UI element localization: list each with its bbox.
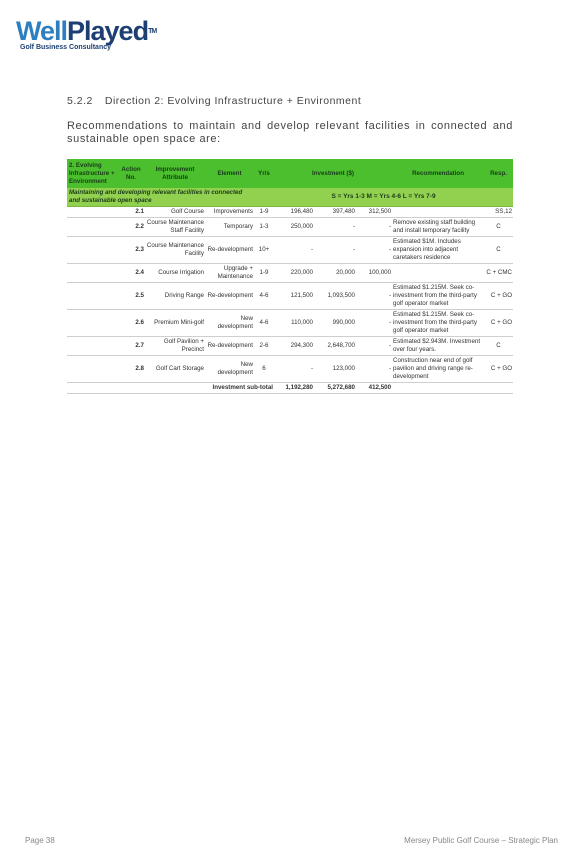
row-attribute: Driving Range: [145, 283, 205, 310]
row-yrs: 1-9: [254, 264, 274, 283]
row-yrs: 4-6: [254, 310, 274, 337]
table-row: [67, 237, 513, 264]
row-element: Re-development: [205, 237, 254, 264]
row-action: 2.1: [117, 207, 145, 218]
row-attribute: Course Maintenance Facility: [145, 237, 205, 264]
row-recommendation: Estimated $1.215M. Seek co-investment from the third-party golf operator market: [392, 283, 484, 310]
row-element: New development: [205, 356, 254, 383]
row-recommendation: [392, 207, 484, 218]
row-recommendation: Estimated $1.215M. Seek co-investment from the third-party golf operator market: [392, 310, 484, 337]
header-recommendation: Recommendation: [392, 159, 484, 188]
logo-played: Played: [67, 16, 149, 46]
row-element: New development: [205, 310, 254, 337]
row-invest-s: -: [274, 356, 314, 383]
header-action: Action No.: [117, 159, 145, 188]
row-yrs: 4-6: [254, 283, 274, 310]
row-invest-s: -: [274, 237, 314, 264]
row-invest-l: -: [356, 218, 392, 237]
row-resp: C: [484, 237, 513, 264]
footer-page-number: Page 38: [25, 836, 55, 845]
row-element: Re-development: [205, 283, 254, 310]
logo-tagline: Golf Business Consultancy: [20, 44, 112, 51]
row-action: 2.8: [117, 356, 145, 383]
row-recommendation: Estimated $2.943M. Investment over four years.: [392, 337, 484, 356]
table-subheader-row: [67, 188, 513, 207]
row-invest-m: 123,000: [314, 356, 356, 383]
row-attribute: Course Irrigation: [145, 264, 205, 283]
row-action: 2.5: [117, 283, 145, 310]
total-invest-l: 412,500: [356, 383, 392, 394]
section-number: 5.2.2: [67, 95, 93, 107]
row-attribute: Golf Course: [145, 207, 205, 218]
section-title: Direction 2: Evolving Infrastructure + Environment: [104, 95, 362, 107]
row-invest-m: -: [314, 218, 356, 237]
row-element: Improvements: [205, 207, 254, 218]
row-yrs: 1-9: [254, 207, 274, 218]
table-row: [67, 218, 513, 237]
total-invest-s: 1,192,280: [274, 383, 314, 394]
logo-tm: TM: [148, 28, 157, 35]
table-row: [67, 310, 513, 337]
row-resp: C: [484, 337, 513, 356]
row-resp: C: [484, 218, 513, 237]
row-invest-l: -: [356, 310, 392, 337]
row-invest-m: 397,480: [314, 207, 356, 218]
footer-document-title: Mersey Public Golf Course – Strategic Plan: [404, 836, 558, 845]
row-invest-l: 100,000: [356, 264, 392, 283]
table-header-row: [67, 159, 513, 188]
row-resp: C + GO: [484, 356, 513, 383]
row-yrs: 2-6: [254, 337, 274, 356]
row-attribute: Course Maintenance Staff Facility: [145, 218, 205, 237]
header-direction: 2. Evolving Infrastructure + Environment: [67, 159, 117, 188]
row-recommendation: Remove existing staff building and install temporary facility: [392, 218, 484, 237]
row-invest-l: -: [356, 283, 392, 310]
row-invest-m: 20,000: [314, 264, 356, 283]
total-invest-m: 5,272,680: [314, 383, 356, 394]
row-attribute: Premium Mini-golf: [145, 310, 205, 337]
table-row: [67, 356, 513, 383]
row-invest-s: 121,500: [274, 283, 314, 310]
row-recommendation: [392, 264, 484, 283]
row-yrs: 1-3: [254, 218, 274, 237]
row-yrs: 10+: [254, 237, 274, 264]
row-invest-s: 250,000: [274, 218, 314, 237]
row-action: 2.6: [117, 310, 145, 337]
row-yrs: 6: [254, 356, 274, 383]
row-attribute: Golf Cart Storage: [145, 356, 205, 383]
total-label: Investment sub-total: [67, 383, 274, 394]
header-element: Element: [205, 159, 254, 188]
row-element: Temporary: [205, 218, 254, 237]
row-invest-m: 2,648,700: [314, 337, 356, 356]
section-heading: [67, 95, 361, 107]
table-row: [67, 207, 513, 218]
row-resp: C + GO: [484, 310, 513, 337]
table-row: [67, 337, 513, 356]
row-action: 2.7: [117, 337, 145, 356]
table-row: [67, 283, 513, 310]
row-invest-l: -: [356, 237, 392, 264]
row-invest-m: 1,093,500: [314, 283, 356, 310]
row-invest-s: 220,000: [274, 264, 314, 283]
row-invest-s: 196,480: [274, 207, 314, 218]
row-invest-l: -: [356, 337, 392, 356]
row-recommendation: Construction near end of golf pavilion and driving range re-development: [392, 356, 484, 383]
header-attribute: Improvement Attribute: [145, 159, 205, 188]
header-investment: Investment ($): [274, 159, 392, 188]
row-invest-s: 110,000: [274, 310, 314, 337]
row-invest-s: 294,300: [274, 337, 314, 356]
logo-well: Well: [16, 16, 68, 46]
row-invest-l: 312,500: [356, 207, 392, 218]
row-invest-l: -: [356, 356, 392, 383]
intro-paragraph: Recommendations to maintain and develop relevant facilities in connected and sustainable open space are:: [67, 120, 513, 145]
row-recommendation: Estimated $1M. Includes expansion into adjacent caretakers residence: [392, 237, 484, 264]
row-action: 2.4: [117, 264, 145, 283]
row-resp: C + GO: [484, 283, 513, 310]
row-action: 2.3: [117, 237, 145, 264]
row-element: Upgrade + Maintenance: [205, 264, 254, 283]
row-resp: SS,12: [484, 207, 513, 218]
table-row: [67, 264, 513, 283]
header-resp: Resp.: [484, 159, 513, 188]
row-attribute: Golf Pavilion + Precinct: [145, 337, 205, 356]
header-yrs: Yr/s: [254, 159, 274, 188]
row-invest-m: 990,000: [314, 310, 356, 337]
recommendations-table: [67, 159, 513, 394]
subheader-scale: S = Yrs 1-3 M = Yrs 4-6 L = Yrs 7-9: [254, 188, 513, 207]
logo-wordmark: [16, 18, 156, 45]
row-resp: C + CMC: [484, 264, 513, 283]
row-action: 2.2: [117, 218, 145, 237]
subheader-description: Maintaining and developing relevant facilities in connected and sustainable open space: [67, 188, 254, 207]
row-invest-m: -: [314, 237, 356, 264]
table-total-row: [67, 383, 513, 394]
row-element: Re-development: [205, 337, 254, 356]
logo: [16, 18, 156, 51]
